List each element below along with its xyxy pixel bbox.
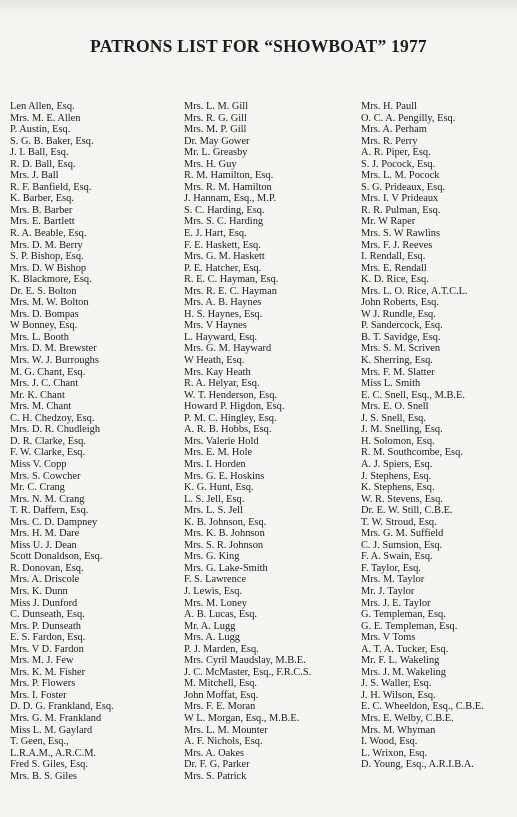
patron-entry: Mrs. L. M. Gill — [184, 101, 249, 112]
patron-entry: P. E. Hatcher, Esq. — [184, 262, 262, 274]
patron-entry: J. Lewis, Esq. — [184, 585, 243, 597]
patron-entry: Mrs. G. E. Hoskins — [184, 470, 265, 482]
patron-entry: Mrs. M. Loney — [184, 597, 247, 609]
patron-entry: Mrs. S. Patrick — [184, 770, 247, 782]
patron-entry: F. E. Haskett, Esq. — [184, 239, 261, 251]
patron-entry: E. J. Hart, Esq. — [184, 228, 247, 240]
patron-entry: Mrs. M. Chant — [10, 401, 72, 413]
patron-entry: K. Sherring, Esq. — [361, 355, 433, 367]
patron-entry: J. Hannam, Esq., M.P. — [184, 193, 277, 205]
patron-entry: Mrs. G. M. Haskett — [184, 251, 265, 263]
patron-entry: Mrs. V D. Fardon — [10, 643, 84, 655]
patron-entry: Mrs. S. M. Scriven — [361, 343, 441, 355]
patron-entry: D. R. Clarke, Esq. — [10, 435, 86, 447]
patron-entry: C. J. Sumsion, Esq. — [361, 539, 443, 551]
patron-entry: Mrs. Cyril Maudslay, M.B.E. — [184, 655, 306, 667]
patron-entry: Mrs. J. Ball — [10, 170, 59, 182]
patron-entry: Mrs. L. Booth — [10, 331, 69, 343]
patron-entry: A. J. Spiers, Esq. — [361, 458, 433, 470]
patron-entry: Mrs. M. J. Few — [10, 655, 74, 667]
patron-entry: John Moffat, Esq. — [184, 689, 259, 701]
patron-entry: Mrs. M. P. Gill — [184, 124, 247, 136]
patron-entry: R. A. Helyar, Esq. — [184, 378, 260, 390]
patron-entry: W. R. Stevens, Esq. — [361, 493, 443, 505]
patron-entry: F. Taylor, Esq. — [361, 562, 421, 574]
patron-entry: Fred S. Giles, Esq. — [10, 759, 88, 771]
patron-entry: A. T. A. Tucker, Esq. — [361, 643, 449, 655]
patron-entry: Mrs. M. Taylor — [361, 574, 425, 586]
patron-entry: Mrs. E. Welby, C.B.E. — [361, 712, 454, 724]
patron-entry: Mrs. R. E. C. Hayman — [184, 285, 277, 297]
patron-entry: Mrs. Valerie Hold — [184, 435, 259, 447]
patron-entry: Mrs. P. Dunseath — [10, 620, 82, 632]
patron-entry: W J. Rundle, Esq. — [361, 308, 436, 320]
page-title: PATRONS LIST FOR “SHOWBOAT” 1977 — [90, 36, 427, 56]
patron-entry: Mrs. J. C. Chant — [10, 378, 79, 390]
patron-entry: A. R. Piper, Esq. — [361, 147, 431, 159]
patron-entry: Miss U. J. Dean — [10, 539, 77, 551]
page-top-edge — [0, 0, 517, 14]
patron-entry: Mrs. J. M. Wakeling — [361, 666, 446, 678]
patron-entry: Mrs. G. Lake-Smith — [184, 562, 268, 574]
patron-entry: P. J. Marden, Esq. — [184, 643, 259, 655]
patron-entry: P. Sandercock, Esq. — [361, 320, 443, 332]
patron-entry: B. T. Savidge, Esq. — [361, 331, 441, 343]
patron-entry: Mrs. F. M. Slatter — [361, 366, 435, 378]
patron-entry: Dr. E. W. Still, C.B.E. — [361, 505, 453, 517]
patron-entry: C. Dunseath, Esq. — [10, 609, 85, 621]
patron-entry: Mr. C. Crang — [10, 482, 65, 494]
patron-entry: Mrs. D. Bompas — [10, 308, 79, 320]
patron-entry: J. I. Ball, Esq. — [10, 147, 69, 159]
patron-entry: Mrs. L. M. Mounter — [184, 724, 268, 736]
patron-entry: Mrs. I. V Prideaux — [361, 193, 439, 205]
patron-entry: Mrs. A. Oakes — [184, 747, 245, 759]
patron-entry: Mrs. C. D. Dampney — [10, 516, 98, 528]
patron-entry: T. R. Daffern, Esq. — [10, 505, 89, 517]
patron-entry: Mrs. M. E. Allen — [10, 112, 81, 124]
patron-entry: Mr. A. Lugg — [184, 620, 236, 632]
patron-entry: J. S. Snell, Esq. — [361, 412, 426, 424]
patron-entry: R. M. Hamilton, Esq. — [184, 170, 274, 182]
patron-entry: Mrs. P. Flowers — [10, 678, 76, 690]
patron-entry: Mrs. V Toms — [361, 632, 416, 644]
patron-entry: K. D. Rice, Esq. — [361, 274, 429, 286]
patron-entry: Mr. F. L. Wakeling — [361, 655, 440, 667]
patron-entry: Mrs. A. B. Haynes — [184, 297, 262, 309]
patron-entry: Mrs. D. M. Brewster — [10, 343, 97, 355]
patron-entry: P. Austin, Esq. — [10, 124, 71, 136]
patron-entry: Mrs. G. M. Frankland — [10, 712, 102, 724]
patron-entry: S. G. Prideaux, Esq. — [361, 181, 445, 193]
patron-entry: R. F. Banfield, Esq. — [10, 181, 92, 193]
patron-entry: L. S. Jell, Esq. — [184, 493, 245, 505]
patron-entry: H. S. Haynes, Esq. — [184, 308, 263, 320]
patron-entry: D. D. G. Frankland, Esq. — [10, 701, 114, 713]
patron-entry: R. R. Pulman, Esq. — [361, 204, 441, 216]
patron-entry: Mrs. E. Bartlett — [10, 216, 75, 228]
patron-entry: Mrs. G. King — [184, 551, 240, 563]
patron-entry: Mrs. H. Guy — [184, 158, 237, 170]
patron-entry: S. C. Harding, Esq. — [184, 204, 265, 216]
patron-entry: K. Barber, Esq. — [10, 193, 74, 205]
patron-entry: W L. Morgan, Esq., M.B.E. — [184, 712, 300, 724]
patron-entry: Mrs. G. M. Hayward — [184, 343, 272, 355]
patron-entry: L.R.A.M., A.R.C.M. — [10, 747, 97, 759]
patron-entry: S. J. Pocock, Esq. — [361, 158, 436, 170]
patron-entry: T. Geen, Esq., — [10, 736, 69, 748]
patron-entry: Mrs. S. R. Johnson — [184, 539, 264, 551]
patron-entry: J. H. Wilson, Esq. — [361, 689, 436, 701]
patron-entry: G. Templeman, Esq. — [361, 609, 446, 621]
patron-entry: K. Stephens, Esq. — [361, 482, 435, 494]
patron-entry: S. P. Bishop, Esq. — [10, 251, 84, 263]
patron-entry: M. G. Chant, Esq. — [10, 366, 86, 378]
patron-entry: Mrs. L. S. Jell — [184, 505, 243, 517]
patron-entry: K. G. Hunt, Esq. — [184, 482, 254, 494]
patron-entry: Mr. L. Greasby — [184, 147, 248, 159]
patron-entry: Mrs. V Haynes — [184, 320, 247, 332]
patron-entry: Mrs. L. M. Pocock — [361, 170, 440, 182]
patrons-column-3 — [361, 101, 517, 771]
patron-entry: Mrs. I. Horden — [184, 458, 246, 470]
patrons-column-2 — [184, 101, 359, 782]
patron-entry: E. C. Snell, Esq., M.B.E. — [361, 389, 465, 401]
patron-entry: Mrs. F. J. Reeves — [361, 239, 433, 251]
patron-entry: Mrs. N. M. Crang — [10, 493, 85, 505]
patron-entry: Mr. J. Taylor — [361, 585, 415, 597]
patron-entry: F. S. Lawrence — [184, 574, 247, 586]
patron-entry: Mrs. K. B. Johnson — [184, 528, 265, 540]
patron-entry: J. C. McMaster, Esq., F.R.C.S. — [184, 666, 312, 678]
patron-entry: Mrs. S. Cowcher — [10, 470, 81, 482]
patron-entry: Mrs. H. M. Dare — [10, 528, 80, 540]
patron-entry: Mrs. D. W Bishop — [10, 262, 87, 274]
patron-entry: F. W. Clarke, Esq. — [10, 447, 86, 459]
patron-entry: Mrs. L. O. Rice, A.T.C.L. — [361, 285, 468, 297]
patron-entry: R. M. Southcombe, Esq. — [361, 447, 463, 459]
patron-entry: W Heath, Esq. — [184, 355, 245, 367]
patron-entry: Mrs. W. J. Burroughs — [10, 355, 99, 367]
patron-entry: K. B. Johnson, Esq. — [184, 516, 267, 528]
patron-entry: A. F. Nichols, Esq. — [184, 736, 263, 748]
patron-entry: Mrs. E. O. Snell — [361, 401, 429, 413]
patron-entry: J. S. Waller, Esq. — [361, 678, 432, 690]
patron-entry: Mrs. R. Perry — [361, 135, 418, 147]
patron-entry: Mrs. F. E. Moran — [184, 701, 256, 713]
patron-entry: Mrs. R. M. Hamilton — [184, 181, 272, 193]
patron-entry: Mrs. B. S. Giles — [10, 770, 77, 782]
patron-entry: Mrs. S. W Rawlins — [361, 228, 440, 240]
patron-entry: Mrs. M. Whyman — [361, 724, 436, 736]
patron-entry: Mrs. A. Lugg — [184, 632, 240, 644]
patron-entry: Mrs. S. C. Harding — [184, 216, 264, 228]
patrons-column-1 — [10, 101, 170, 782]
patron-entry: Mrs. E. M. Hole — [184, 447, 253, 459]
patron-entry: T. W. Stroud, Esq. — [361, 516, 437, 528]
patron-entry: Mrs. J. E. Taylor — [361, 597, 431, 609]
patron-entry: E. S. Fardon, Esq. — [10, 632, 86, 644]
patron-entry: Mrs. K. M. Fisher — [10, 666, 86, 678]
patron-entry: Dr. F. G. Parker — [184, 759, 250, 771]
patron-entry: Mrs. M. W. Bolton — [10, 297, 89, 309]
patron-entry: I. Rendall, Esq. — [361, 251, 426, 263]
patron-entry: Mrs. I. Foster — [10, 689, 67, 701]
patron-entry: Mr. W Raper — [361, 216, 416, 228]
patron-entry: A. B. Lucas, Esq. — [184, 609, 258, 621]
patron-entry: Miss L. M. Gaylard — [10, 724, 93, 736]
patron-entry: Mrs. H. Paull — [361, 101, 417, 112]
patron-entry: R. A. Beable, Esq. — [10, 228, 87, 240]
patrons-list — [10, 101, 510, 801]
patron-entry: Mrs. R. G. Gill — [184, 112, 247, 124]
patron-entry: F. A. Swain, Esq. — [361, 551, 433, 563]
patron-entry: J. M. Snelling, Esq. — [361, 424, 443, 436]
patron-entry: D. Young, Esq., A.R.I.B.A. — [361, 759, 474, 771]
patron-entry: M. Mitchell, Esq. — [184, 678, 258, 690]
patron-entry: Dr. May Gower — [184, 135, 250, 147]
patron-entry: Mrs. D. R. Chudleigh — [10, 424, 101, 436]
patron-entry: J. Stephens, Esq. — [361, 470, 432, 482]
patron-entry: Miss L. Smith — [361, 378, 421, 390]
patron-entry: A. R. B. Hobbs, Esq. — [184, 424, 272, 436]
patron-entry: K. Blackmore, Esq. — [10, 274, 92, 286]
patron-entry: P. M. C. Hingley, Esq. — [184, 412, 277, 424]
patron-entry: C. H. Chedzoy, Esq. — [10, 412, 95, 424]
patron-entry: Dr. E. S. Bolton — [10, 285, 77, 297]
patron-entry: Mrs. K. Dunn — [10, 585, 68, 597]
patron-entry: Mrs. E. Rendall — [361, 262, 427, 274]
patron-entry: Mr. K. Chant — [10, 389, 65, 401]
patron-entry: L. Wrixon, Esq. — [361, 747, 428, 759]
patron-entry: Miss J. Dunford — [10, 597, 78, 609]
patron-entry: Mrs. G. M. Suffield — [361, 528, 444, 540]
patron-entry: Miss V. Copp — [10, 458, 67, 470]
patron-entry: I. Wood, Esq. — [361, 736, 418, 748]
patron-entry: Scott Donaldson, Esq. — [10, 551, 103, 563]
patron-entry: O. C. A. Pengilly, Esq. — [361, 112, 456, 124]
patron-entry: Mrs. B. Barber — [10, 204, 73, 216]
patron-entry: S. G. B. Baker, Esq. — [10, 135, 94, 147]
patron-entry: Mrs. D. M. Berry — [10, 239, 83, 251]
patron-entry: R. D. Ball, Esq. — [10, 158, 76, 170]
patron-entry: E. C. Wheeldon, Esq., C.B.E. — [361, 701, 484, 713]
patron-entry: R. E. C. Hayman, Esq. — [184, 274, 279, 286]
patron-entry: H. Solomon, Esq. — [361, 435, 435, 447]
patron-entry: Len Allen, Esq. — [10, 101, 75, 112]
patron-entry: G. E. Templeman, Esq. — [361, 620, 458, 632]
patron-entry: Mrs. A. Driscole — [10, 574, 80, 586]
patron-entry: Howard P. Higdon, Esq. — [184, 401, 285, 413]
patron-entry: W Bonney, Esq. — [10, 320, 78, 332]
patron-entry: John Roberts, Esq. — [361, 297, 439, 309]
patron-entry: R. Donovan, Esq. — [10, 562, 84, 574]
patron-entry: W. T. Henderson, Esq. — [184, 389, 278, 401]
patron-entry: Mrs. Kay Heath — [184, 366, 251, 378]
patron-entry: L. Hayward, Esq. — [184, 331, 258, 343]
patron-entry: Mrs. A. Perham — [361, 124, 427, 136]
